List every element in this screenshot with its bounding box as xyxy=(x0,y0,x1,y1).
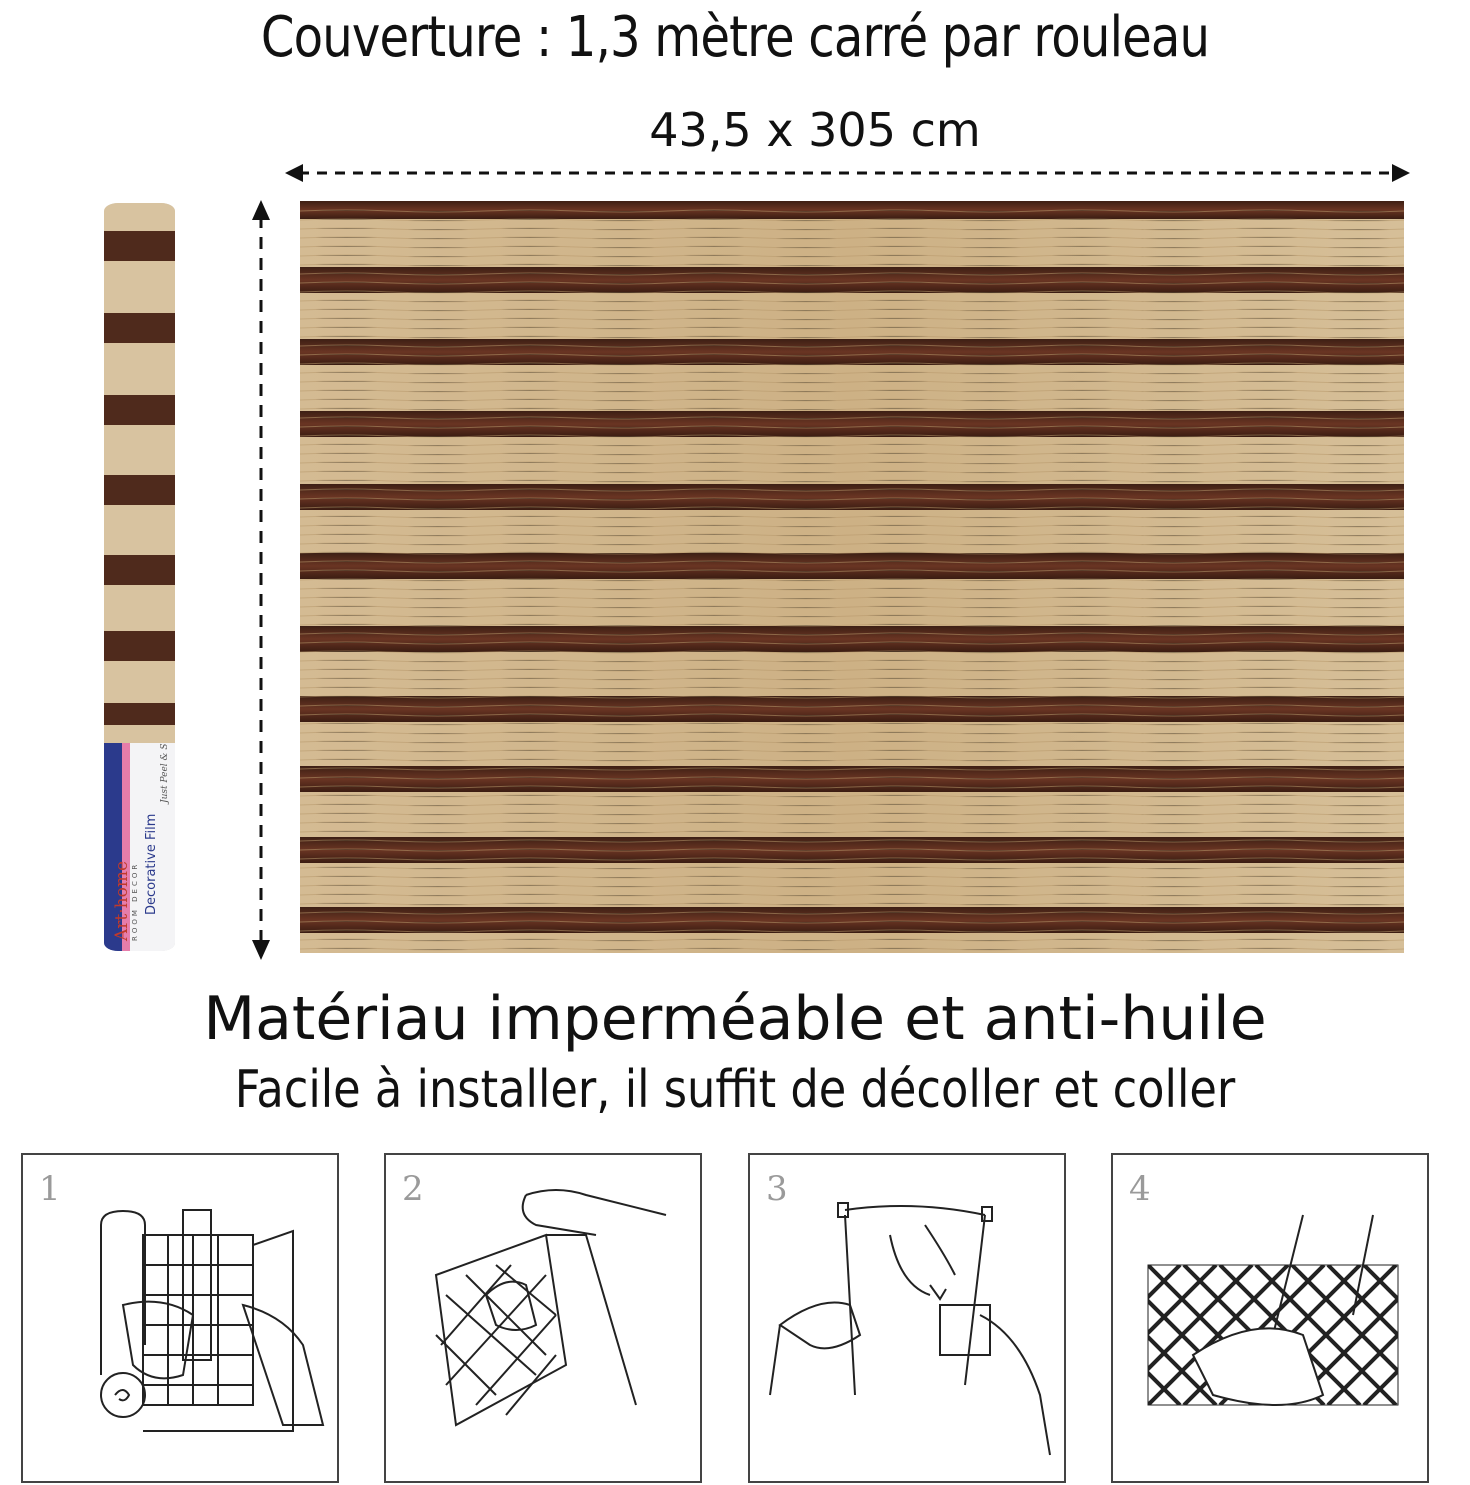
step-1-card xyxy=(21,1153,339,1483)
apply-film-icon xyxy=(750,1155,1068,1485)
dark-slat xyxy=(300,696,1404,722)
width-dimension-arrow xyxy=(285,160,1410,186)
measure-and-cut-icon xyxy=(23,1155,341,1485)
dark-slat xyxy=(300,267,1404,293)
step-number: 2 xyxy=(402,1169,424,1209)
lattice-line xyxy=(1400,1265,1431,1405)
dark-slat xyxy=(300,339,1404,365)
dark-slat xyxy=(300,553,1404,579)
dark-slat xyxy=(300,411,1404,437)
roll-brand-subtitle: ROOM DECOR xyxy=(131,861,139,941)
height-dimension-arrow xyxy=(248,200,274,960)
lattice-line xyxy=(1113,1265,1216,1405)
headline: Couverture : 1,3 mètre carré par rouleau xyxy=(260,5,1210,70)
roll-brand-logo: Art·home xyxy=(112,860,132,941)
step-3-card xyxy=(748,1153,1066,1483)
feature-heading: Matériau imperméable et anti-huile xyxy=(203,984,1267,1054)
step-2-card xyxy=(384,1153,702,1483)
step-number: 4 xyxy=(1129,1169,1151,1209)
roll-label xyxy=(104,743,175,951)
dimensions-label: 43,5 x 305 cm xyxy=(649,103,981,157)
dark-slat xyxy=(300,484,1404,510)
roll-tagline: Just Peel & S xyxy=(160,743,170,803)
peel-backing-icon xyxy=(386,1155,704,1485)
step-4-card xyxy=(1111,1153,1429,1483)
smooth-surface-icon xyxy=(1113,1155,1431,1485)
instruction-text: Facile à installer, il suffit de décoller et coller xyxy=(234,1060,1236,1120)
lattice-line xyxy=(1328,1265,1431,1405)
lattice-line xyxy=(1328,1265,1431,1405)
roll-wood-pattern xyxy=(104,203,175,743)
lattice-line xyxy=(1113,1265,1216,1405)
dark-slat xyxy=(300,626,1404,652)
lattice-line xyxy=(1113,1265,1144,1405)
step-number: 3 xyxy=(766,1169,788,1209)
wallpaper-roll xyxy=(104,203,175,951)
roll-product-name: Decorative Film xyxy=(144,813,159,915)
lattice-line xyxy=(1400,1265,1431,1405)
step-number: 1 xyxy=(39,1169,61,1209)
lattice-line xyxy=(1113,1265,1144,1405)
wood-slat-panel xyxy=(300,201,1404,953)
dark-slat xyxy=(300,907,1404,933)
